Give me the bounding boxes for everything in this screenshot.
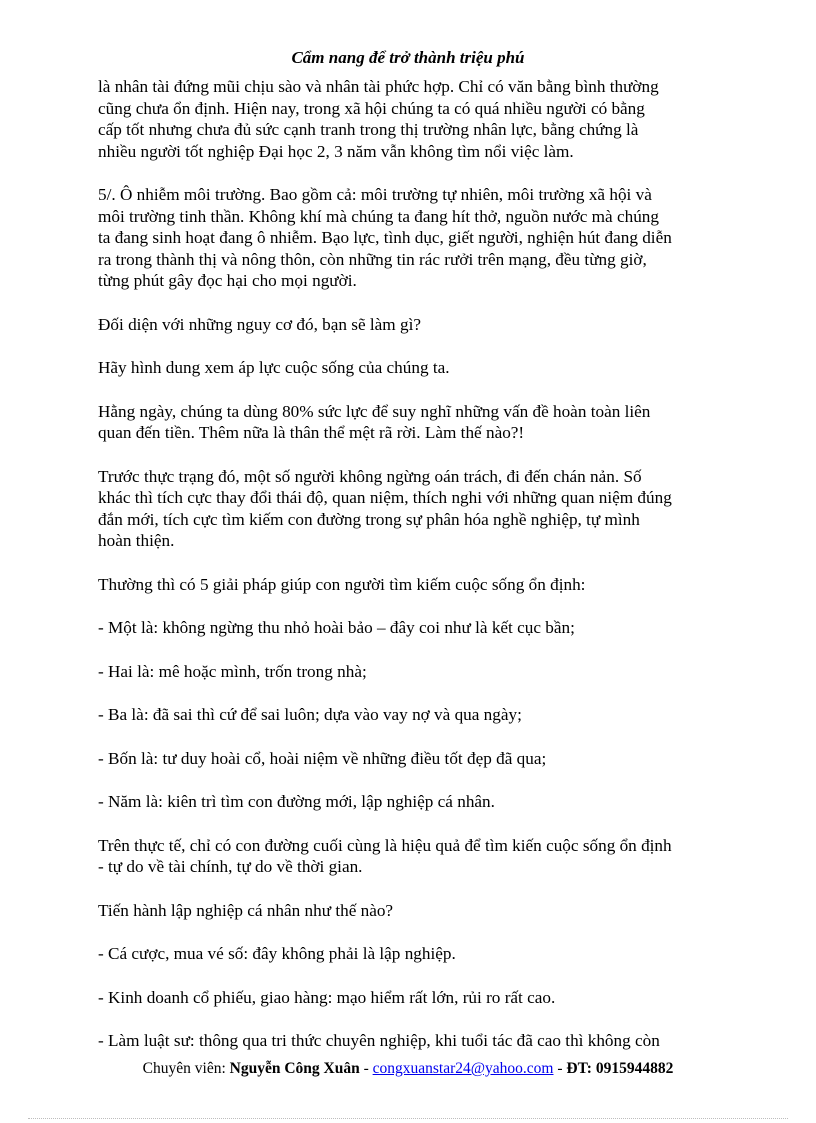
text-line: - Ba là: đã sai thì cứ để sai luôn; dựa vào vay nợ và qua ngày; (98, 705, 522, 724)
list-item (98, 704, 748, 726)
text-line: Đối diện với những nguy cơ đó, bạn sẽ làm gì? (98, 314, 421, 334)
text-line: Tiến hành lập nghiệp cá nhân như thế nào? (98, 900, 394, 920)
text-line: - Bốn là: tư duy hoài cổ, hoài niệm về những điều tốt đẹp đã qua; (98, 748, 547, 768)
paragraph (98, 835, 748, 878)
paragraph (98, 184, 748, 292)
text-line: Hằng ngày, chúng ta dùng 80% sức lực để suy nghĩ những vấn đề hoàn toàn liên (98, 401, 651, 421)
text-line: - Kinh doanh cổ phiếu, giao hàng: mạo hiểm rất lớn, rủi ro rất cao. (98, 987, 556, 1007)
text-line: - Cá cược, mua vé số: đây không phải là lập nghiệp. (98, 944, 456, 963)
text-line: Trên thực tế, chỉ có con đường cuối cùng là hiệu quả để tìm kiến cuộc sống ổn định (98, 835, 672, 855)
paragraph (98, 900, 748, 922)
text-line: nhiều người tốt nghiệp Đại học 2, 3 năm vẫn không tìm nổi việc làm. (98, 141, 574, 161)
text-line: môi trường tinh thần. Không khí mà chúng ta đang hít thở, nguồn nước mà chúng (98, 206, 659, 226)
paragraph (98, 357, 748, 379)
page-footer (0, 1059, 816, 1079)
email-link[interactable]: congxuanstar24@yahoo.com (372, 1060, 554, 1077)
text-line: - Làm luật sư: thông qua tri thức chuyên nghiệp, khi tuổi tác đã cao thì không còn (98, 1031, 660, 1050)
text-line: - tự do về tài chính, tự do về thời gian. (98, 857, 363, 876)
text-line: ra trong thành thị và nông thôn, còn những tin rác rưởi trên mạng, đều từng giờ, (98, 249, 647, 269)
text-line: cấp tốt nhưng chưa đủ sức cạnh tranh trong thị trường nhân lực, bằng chứng là (98, 120, 639, 139)
text-line: từng phút gây đọc hại cho mọi người. (98, 271, 357, 290)
text-line: - Hai là: mê hoặc mình, trốn trong nhà; (98, 661, 367, 681)
text-line: đắn mới, tích cực tìm kiếm con đường trong sự phân hóa nghề nghiệp, tự mình (98, 509, 640, 529)
text-line: - Năm là: kiên trì tìm con đường mới, lập nghiệp cá nhân. (98, 792, 495, 811)
author-name: Nguyễn Công Xuân (229, 1060, 360, 1077)
text-line: Thường thì có 5 giải pháp giúp con người tìm kiếm cuộc sống ổn định: (98, 574, 586, 594)
list-item (98, 661, 748, 683)
document-body (98, 76, 748, 1074)
text-line: Hãy hình dung xem áp lực cuộc sống của chúng ta. (98, 358, 450, 377)
paragraph (98, 314, 748, 336)
footer-separator: - (553, 1060, 567, 1077)
footer-prefix: Chuyên viên: (142, 1060, 230, 1077)
text-line: cũng chưa ổn định. Hiện nay, trong xã hội chúng ta có quá nhiều người có bằng (98, 98, 645, 118)
text-line: ta đang sinh hoạt đang ô nhiễm. Bạo lực, tình dục, giết người, nghiện hút đang diễn (98, 228, 672, 247)
phone-number: ĐT: 0915944882 (566, 1060, 674, 1077)
text-line: là nhân tài đứng mũi chịu sào và nhân tài phức hợp. Chỉ có văn bằng bình thường (98, 77, 659, 96)
text-line: hoàn thiện. (98, 531, 175, 550)
paragraph (98, 401, 748, 444)
list-item (98, 617, 748, 639)
list-item (98, 943, 748, 965)
list-item (98, 987, 748, 1009)
footer-separator: - (359, 1060, 373, 1077)
list-item (98, 748, 748, 770)
bottom-dotted-rule (28, 1118, 788, 1119)
paragraph (98, 574, 748, 596)
text-line: 5/. Ô nhiễm môi trường. Bao gồm cả: môi trường tự nhiên, môi trường xã hội và (98, 185, 652, 204)
paragraph (98, 76, 748, 162)
text-line: - Một là: không ngừng thu nhỏ hoài bảo – đây coi như là kết cục bần; (98, 618, 575, 637)
page-header-title: Cẩm nang để trở thành triệu phú (291, 48, 525, 67)
text-line: Trước thực trạng đó, một số người không ngừng oán trách, đi đến chán nản. Số (98, 466, 642, 486)
text-line: khác thì tích cực thay đổi thái độ, quan niệm, thích nghi với những quan niệm đúng (98, 488, 672, 507)
list-item (98, 1030, 748, 1052)
paragraph (98, 466, 748, 552)
text-line: quan đến tiền. Thêm nữa là thân thể mệt rã rời. Làm thế nào?! (98, 423, 525, 442)
list-item (98, 791, 748, 813)
